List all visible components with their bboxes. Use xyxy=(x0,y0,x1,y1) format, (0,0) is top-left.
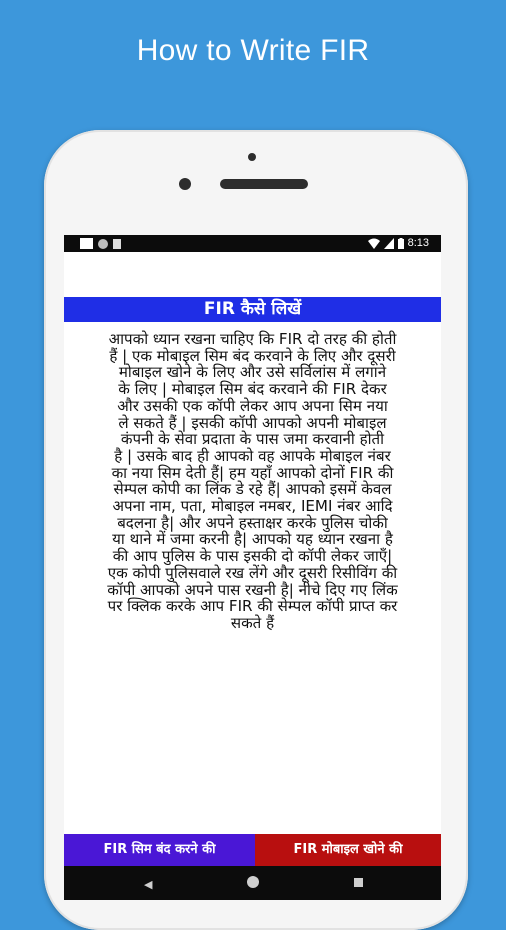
page-heading: FIR कैसे लिखें xyxy=(64,297,441,322)
notification-icon xyxy=(80,238,93,249)
battery-icon xyxy=(398,238,404,249)
body-line: मोबाइल खोने के लिए और उसे सर्विलांस में लगाने xyxy=(118,363,387,382)
body-line: का नया सिम देती हैं| हम यहाँ आपको दोनों FIR की xyxy=(111,463,394,482)
status-bar xyxy=(64,235,441,252)
promo-title: How to Write FIR xyxy=(136,34,370,67)
body-line: हैं | एक मोबाइल सिम बंद करवाने के लिए और दूसरी xyxy=(109,346,396,365)
recents-icon[interactable] xyxy=(354,878,363,887)
sync-icon xyxy=(98,239,108,249)
app-screen xyxy=(64,235,441,900)
body-line: अपना नाम, पता, मोबाइल नमबर, IEMI नंबर आदि xyxy=(112,497,393,516)
home-icon[interactable] xyxy=(247,876,259,888)
navigation-bar xyxy=(64,866,441,900)
body-line: सकते हैं xyxy=(230,613,275,632)
earpiece-speaker xyxy=(220,179,308,189)
body-line: ले सकते हैं | इसकी कॉपी आपको अपनी मोबाइल xyxy=(118,413,387,432)
front-camera xyxy=(179,178,191,190)
back-icon[interactable]: ◀ xyxy=(144,878,153,891)
status-time: 8:13 xyxy=(407,237,429,249)
body-line: बदलना है| और अपने हस्ताक्षर करके पुलिस चोकी xyxy=(117,513,388,532)
body-line: आपको ध्यान रखना चाहिए कि FIR दो तरह की होती xyxy=(108,330,397,348)
body-line: एक कोपी पुलिसवाले रख लेंगे और दूसरी रिसीविंग की xyxy=(107,563,398,582)
mobile-lost-fir-button[interactable]: FIR मोबाइल खोने की xyxy=(255,834,441,866)
sensor-dot xyxy=(248,153,256,161)
body-line: या थाने में जमा करनी है| आपको यह ध्यान रखना है xyxy=(112,530,393,549)
signal-icon xyxy=(384,238,394,249)
body-line: की आप पुलिस के पास इसकी दो कॉपी लेकर जाएँ| xyxy=(112,547,393,566)
body-line: सेम्पल कोपी का लिंक डे रहे हैं| आपको इसमें केवल xyxy=(113,480,392,499)
body-line: कंपनी के सेवा प्रदाता के पास जमा करवानी होती xyxy=(120,430,385,449)
body-line: के लिए | मोबाइल सिम बंद करवाने की FIR देकर xyxy=(118,380,387,399)
body-line: पर क्लिक करके आप FIR की सेम्पल कॉपी प्राप्त कर xyxy=(107,597,398,616)
article-body xyxy=(64,331,441,632)
wifi-icon xyxy=(368,238,380,249)
body-line: और उसकी एक कॉपी लेकर आप अपना सिम नया xyxy=(117,396,388,415)
sd-card-icon xyxy=(113,239,121,249)
body-line: कॉपी आपको अपने पास रखनी है| नीचे दिए गए लिंक xyxy=(107,580,398,599)
sim-block-fir-button[interactable]: FIR सिम बंद करने की xyxy=(64,834,255,866)
body-line: है | उसके बाद ही आपको वह आपके मोबाइल नंबर xyxy=(114,446,391,465)
